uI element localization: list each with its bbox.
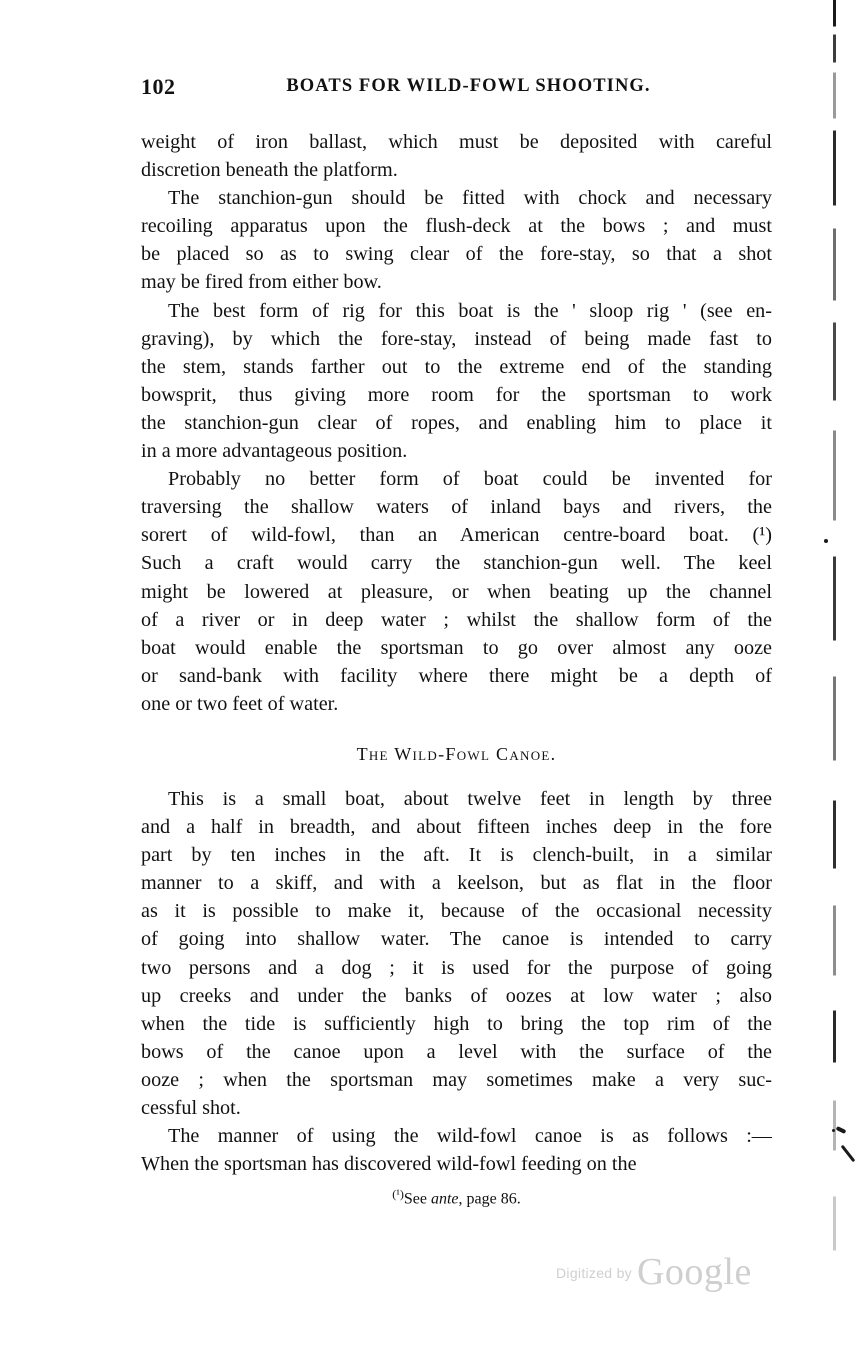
text-line: ooze ; when the sportsman may sometimes make a very suc- — [141, 1068, 772, 1091]
section-heading: The Wild-Fowl Canoe. — [356, 743, 557, 764]
scan-edge-artifact — [833, 0, 836, 1353]
paragraph-group-after-heading — [141, 785, 772, 1178]
text-line: manner to a skiff, and with a keelson, but as flat in the floor — [141, 872, 772, 895]
body-paragraph — [141, 785, 772, 1122]
text-line: traversing the shallow waters of inland bays and rivers, the — [141, 496, 772, 519]
body-text-block — [141, 128, 772, 1178]
text-line: the stem, stands farther out to the extreme end of the standing — [141, 355, 772, 378]
body-paragraph — [141, 128, 772, 184]
text-line: Probably no better form of boat could be invented for — [168, 468, 772, 491]
text-line: as it is possible to make it, because of the occasional necessity — [141, 900, 772, 923]
text-line: boat would enable the sportsman to go over almost any ooze — [141, 636, 772, 659]
text-line: This is a small boat, about twelve feet in length by three — [168, 787, 772, 810]
watermark-prefix: Digitized by — [556, 1265, 632, 1281]
text-line: one or two feet of water. — [141, 692, 339, 715]
footnote-text-after: , page 86. — [458, 1190, 521, 1208]
text-line: weight of iron ballast, which must be deposited with careful — [141, 131, 772, 153]
scan-speck-artifact — [824, 539, 828, 543]
text-line: when the tide is sufficiently high to bring the top rim of the — [141, 1012, 772, 1035]
scan-mark-artifact — [836, 1126, 847, 1134]
footnote-italic-word: ante — [430, 1190, 459, 1208]
text-line: up creeks and under the banks of oozes at low water ; also — [141, 984, 772, 1007]
text-line: might be lowered at pleasure, or when beating up the channel — [141, 580, 772, 603]
text-line: of going into shallow water. The canoe is intended to carry — [141, 928, 772, 951]
running-head — [141, 74, 772, 102]
footnote — [141, 1184, 772, 1209]
body-paragraph — [141, 465, 772, 718]
footnote-text-before: See — [403, 1190, 431, 1208]
body-paragraph — [141, 184, 772, 296]
text-line: recoiling apparatus upon the flush-deck at the bows ; and must — [141, 215, 772, 238]
text-line: The stanchion-gun should be fitted with chock and necessary — [168, 187, 772, 210]
text-line: two persons and a dog ; it is used for the purpose of going — [141, 956, 772, 979]
text-line: sorert of wild-fowl, than an American centre-board boat. (¹) — [141, 524, 772, 547]
footnote-marker: (¹) — [392, 1187, 404, 1201]
text-line: cessful shot. — [141, 1097, 241, 1119]
scan-mark-artifact — [841, 1145, 856, 1163]
text-line: discretion beneath the platform. — [141, 159, 398, 182]
text-line: bows of the canoe upon a level with the surface of the — [141, 1040, 772, 1063]
text-line: graving), by which the fore-stay, instead of being made fast to — [141, 327, 772, 350]
text-line: the stanchion-gun clear of ropes, and enabling him to place it — [141, 411, 772, 434]
body-paragraph — [141, 1122, 772, 1178]
body-paragraph — [141, 297, 772, 466]
text-line: Such a craft would carry the stanchion-gun well. The keel — [141, 552, 772, 575]
text-line: be placed so as to swing clear of the fore-stay, so that a shot — [141, 243, 772, 266]
text-line: The best form of rig for this boat is the ' sloop rig ' (see en- — [168, 299, 772, 322]
scan-speck-artifact — [832, 1129, 835, 1132]
watermark-brand: Google — [636, 1251, 752, 1293]
text-line: or sand-bank with facility where there might be a depth of — [141, 664, 772, 687]
text-line: The manner of using the wild-fowl canoe is as follows :— — [168, 1125, 772, 1148]
text-line: may be fired from either bow. — [141, 271, 382, 294]
text-line: of a river or in deep water ; whilst the shallow form of the — [141, 608, 772, 631]
text-line: in a more advantageous position. — [141, 440, 408, 463]
digitized-by-google-watermark — [556, 1250, 752, 1294]
text-line: and a half in breadth, and about fifteen inches deep in the fore — [141, 816, 772, 839]
paragraph-group-before-heading — [141, 128, 772, 718]
page-number: 102 — [141, 74, 176, 99]
text-line: part by ten inches in the aft. It is clench-built, in a similar — [141, 844, 772, 867]
running-head-title: BOATS FOR WILD-FOWL SHOOTING. — [286, 76, 651, 96]
text-line: When the sportsman has discovered wild-fowl feeding on the — [141, 1153, 637, 1176]
text-line: bowsprit, thus giving more room for the sportsman to work — [141, 383, 772, 406]
